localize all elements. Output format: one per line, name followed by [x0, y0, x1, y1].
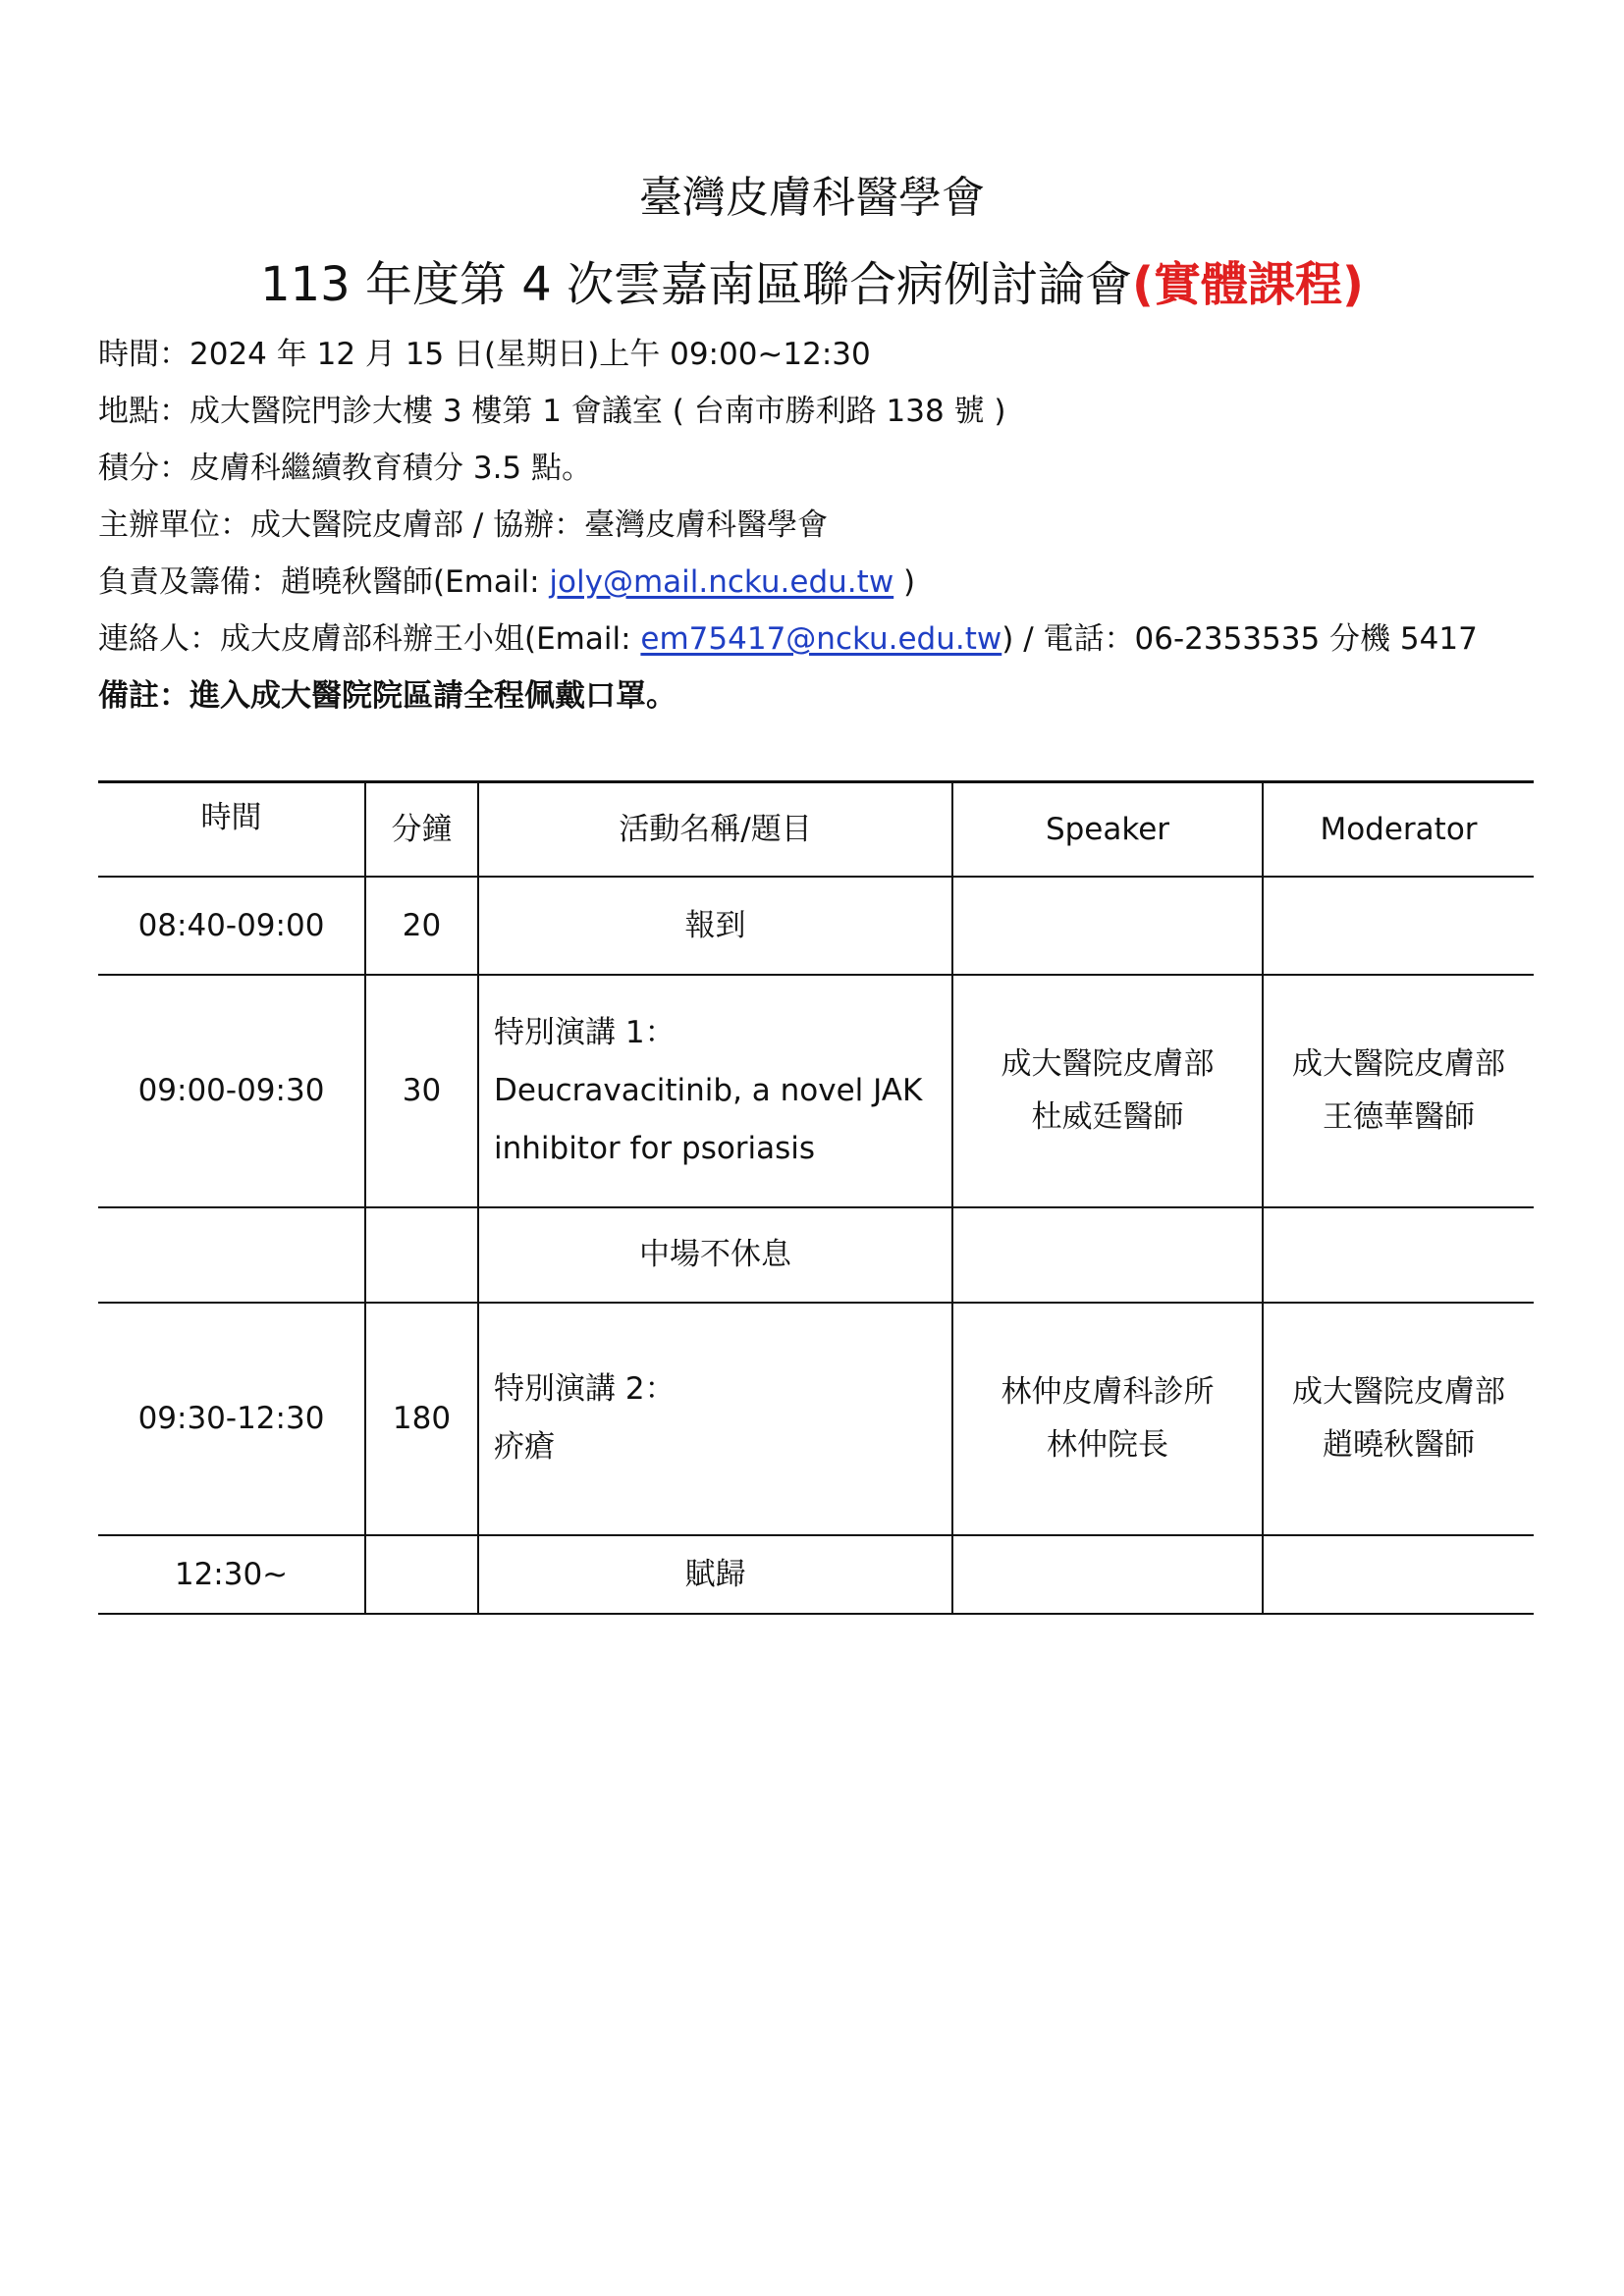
column-header-speaker: Speaker	[952, 782, 1263, 877]
info-contact	[98, 618, 1571, 660]
topic-subtitle-line1: Deucravacitinib, a novel JAK	[494, 1072, 923, 1108]
table-row	[98, 1303, 1534, 1535]
info-credits: 積分：皮膚科繼續教育積分 3.5 點。	[98, 451, 593, 486]
cell-topic: 中場不休息	[478, 1207, 952, 1303]
topic-title: 特別演講 1：	[494, 1014, 676, 1050]
responsible-suffix: )	[893, 564, 916, 600]
cell-moderator	[1263, 1207, 1534, 1303]
cell-minutes: 30	[365, 975, 478, 1207]
column-header-time: 時間	[98, 782, 365, 877]
responsible-email-link[interactable]: joly@mail.ncku.edu.tw	[549, 564, 894, 600]
contact-label: 連絡人：成大皮膚部科辦王小姐(Email:	[98, 621, 641, 657]
schedule-table	[98, 780, 1534, 1615]
contact-phone: ) / 電話：06-2353535 分機 5417	[1001, 621, 1478, 657]
info-location: 地點：成大醫院門診大樓 3 樓第 1 會議室 ( 台南市勝利路 138 號 )	[98, 394, 1006, 429]
topic-subtitle-line2: inhibitor for psoriasis	[494, 1130, 816, 1166]
table-row	[98, 1535, 1534, 1614]
organization-title: 臺灣皮膚科醫學會	[639, 173, 985, 223]
cell-speaker	[952, 975, 1263, 1207]
cell-topic	[478, 1303, 952, 1535]
moderator-affiliation: 成大醫院皮膚部	[1292, 1046, 1505, 1082]
cell-speaker	[952, 1535, 1263, 1614]
speaker-affiliation: 成大醫院皮膚部	[1001, 1046, 1215, 1082]
cell-minutes: 180	[365, 1303, 478, 1535]
cell-moderator	[1263, 975, 1534, 1207]
speaker-affiliation: 林仲皮膚科診所	[1001, 1374, 1215, 1410]
responsible-label: 負責及籌備：趙曉秋醫師(Email:	[98, 564, 550, 600]
table-row	[98, 975, 1534, 1207]
cell-moderator	[1263, 877, 1534, 975]
cell-minutes	[365, 1535, 478, 1614]
cell-time	[98, 1207, 365, 1303]
event-format-badge: (實體課程)	[1132, 257, 1364, 312]
speaker-name: 林仲院長	[1047, 1427, 1168, 1463]
event-title-main: 113 年度第 4 次雲嘉南區聯合病例討論會	[260, 257, 1133, 312]
cell-moderator	[1263, 1303, 1534, 1535]
contact-email-link[interactable]: em75417@ncku.edu.tw	[640, 621, 1002, 657]
column-header-topic: 活動名稱/題目	[478, 782, 952, 877]
cell-speaker	[952, 1303, 1263, 1535]
cell-time: 09:30-12:30	[98, 1303, 365, 1535]
info-time: 時間：2024 年 12 月 15 日(星期日)上午 09:00~12:30	[98, 337, 871, 372]
cell-minutes	[365, 1207, 478, 1303]
cell-topic: 賦歸	[478, 1535, 952, 1614]
table-row	[98, 1207, 1534, 1303]
column-header-minutes: 分鐘	[365, 782, 478, 877]
info-responsible	[98, 561, 1571, 603]
event-title	[0, 253, 1624, 316]
topic-title: 特別演講 2：	[494, 1371, 676, 1407]
cell-speaker	[952, 1207, 1263, 1303]
table-header-row	[98, 782, 1534, 877]
speaker-name: 杜威廷醫師	[1031, 1099, 1184, 1135]
info-organizer: 主辦單位：成大醫院皮膚部 / 協辦：臺灣皮膚科醫學會	[98, 507, 829, 543]
info-note: 備註：進入成大醫院院區請全程佩戴口罩。	[98, 678, 677, 714]
cell-topic	[478, 975, 952, 1207]
moderator-name: 王德華醫師	[1323, 1099, 1475, 1135]
cell-moderator	[1263, 1535, 1534, 1614]
cell-time: 08:40-09:00	[98, 877, 365, 975]
topic-subtitle-line1: 疥瘡	[494, 1429, 555, 1465]
moderator-name: 趙曉秋醫師	[1323, 1427, 1475, 1463]
column-header-moderator: Moderator	[1263, 782, 1534, 877]
cell-time: 09:00-09:30	[98, 975, 365, 1207]
cell-time: 12:30~	[98, 1535, 365, 1614]
cell-topic: 報到	[478, 877, 952, 975]
cell-speaker	[952, 877, 1263, 975]
table-row	[98, 877, 1534, 975]
cell-minutes: 20	[365, 877, 478, 975]
moderator-affiliation: 成大醫院皮膚部	[1292, 1374, 1505, 1410]
